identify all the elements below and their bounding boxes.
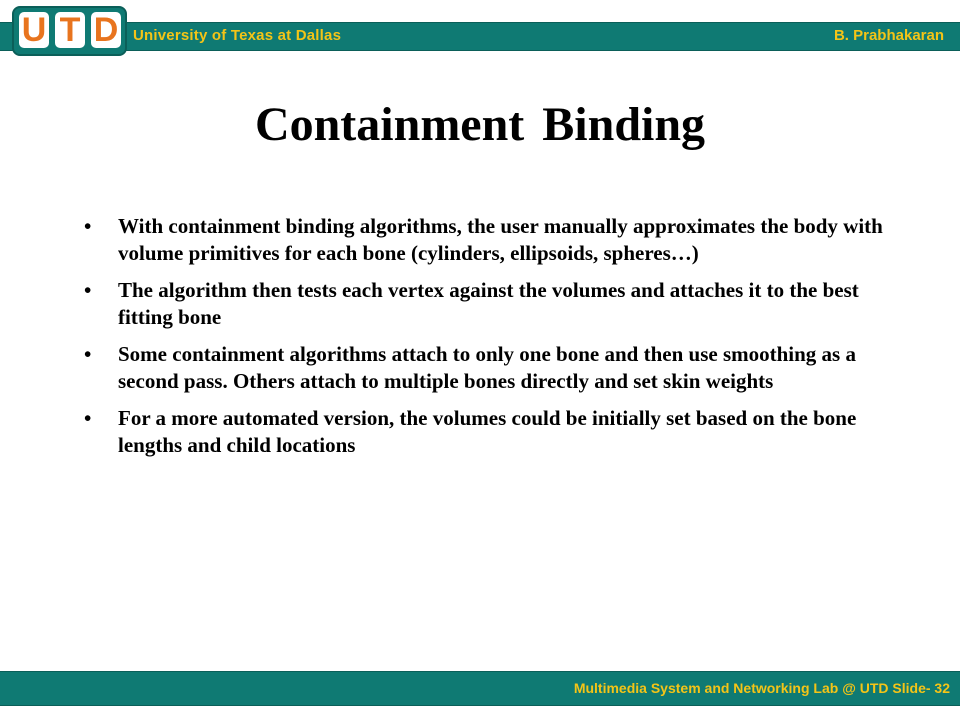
logo-letter-t: T [55,12,85,48]
bullet-item [84,405,884,459]
bullet-text: For a more automated version, the volumes could be initially set based on the bone lengths and child locations [118,406,857,457]
utd-logo [12,6,127,56]
author-name: B. Prabhakaran [833,27,944,44]
bullet-list [84,213,884,469]
bullet-item [84,341,884,395]
bullet-marker: • [84,342,92,366]
university-name: University of Texas at Dallas [133,27,342,44]
logo-letter-u: U [19,12,49,48]
bullet-marker: • [84,278,92,302]
slide-title: Containment Binding [254,98,706,151]
bullet-item [84,277,884,331]
footer-text: Multimedia System and Networking Lab @ UTD Slide- 32 [573,680,950,696]
header-bar [0,22,960,51]
bullet-item [84,213,884,267]
bullet-text: With containment binding algorithms, the user manually approximates the body with volume primitives for each bone (cylinders, ellipsoids, spheres…) [118,214,883,265]
bullet-marker: • [84,406,92,430]
bullet-marker: • [84,214,92,238]
bullet-text: Some containment algorithms attach to only one bone and then use smoothing as a second pass. Others attach to multiple bones directly and set skin weights [118,342,856,393]
footer-bar [0,671,960,706]
logo-letter-d: D [91,12,121,48]
bullet-text: The algorithm then tests each vertex against the volumes and attaches it to the best fitting bone [118,278,859,329]
